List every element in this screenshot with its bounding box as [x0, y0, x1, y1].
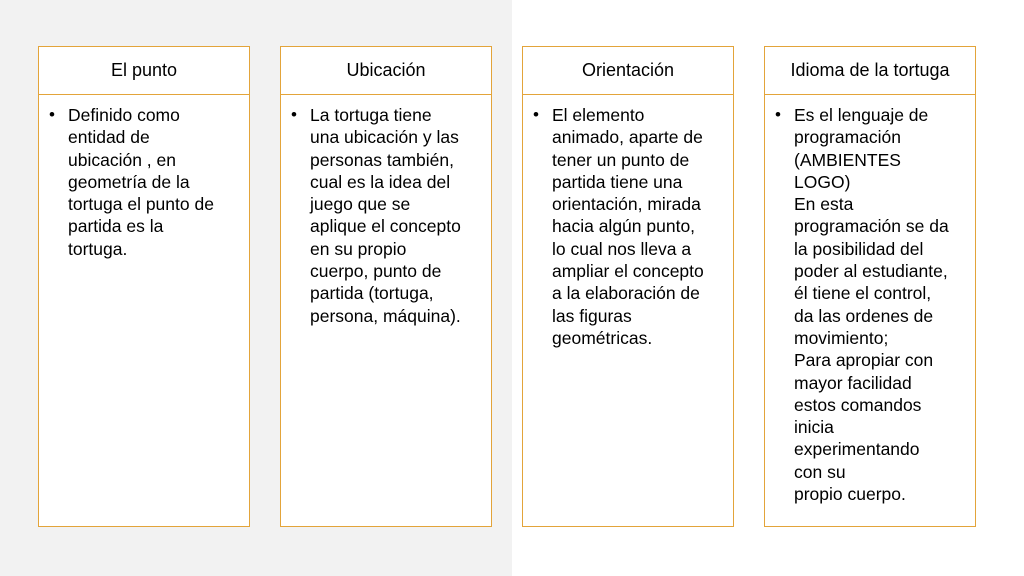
bullet-item [533, 104, 725, 349]
card-el-punto [38, 46, 250, 527]
bullet-item [291, 104, 483, 327]
bullet-text: El elemento animado, aparte de tener un punto de partida tiene una orientación, mirada hacia algún punto, lo cual nos lleva a ampliar el concepto a la elaboración de las figuras geométricas. [552, 105, 704, 348]
bullet-text: La tortuga tiene una ubicación y las personas también, cual es la idea del juego que se aplique el concepto en su propio cuerpo, punto de partida (tortuga, persona, máquina). [310, 105, 461, 326]
card-title: El punto [39, 47, 249, 95]
card-body [281, 95, 491, 327]
card-title: Ubicación [281, 47, 491, 95]
bullet-icon: • [49, 105, 55, 124]
bullet-item [49, 104, 241, 260]
card-ubicacion [280, 46, 492, 527]
bullet-text: Definido como entidad de ubicación , en geometría de la tortuga el punto de partida es la tortuga. [68, 105, 214, 259]
bullet-icon: • [533, 105, 539, 124]
bullet-icon: • [775, 105, 781, 124]
bullet-item [775, 104, 967, 505]
card-body [523, 95, 733, 349]
card-body [39, 95, 249, 260]
card-idioma-de-la-tortuga [764, 46, 976, 527]
bullet-icon: • [291, 105, 297, 124]
bullet-text: Es el lenguaje de programación (AMBIENTES LOGO) En esta programación se da la posibilidad del poder al estudiante, él tiene el control, da las ordenes de movimiento; Para apropiar con mayor facilidad estos comandos inicia experimentando con su propio cuerpo. [794, 105, 949, 505]
card-title: Orientación [523, 47, 733, 95]
card-title: Idioma de la tortuga [765, 47, 975, 95]
card-body [765, 95, 975, 505]
card-orientacion [522, 46, 734, 527]
